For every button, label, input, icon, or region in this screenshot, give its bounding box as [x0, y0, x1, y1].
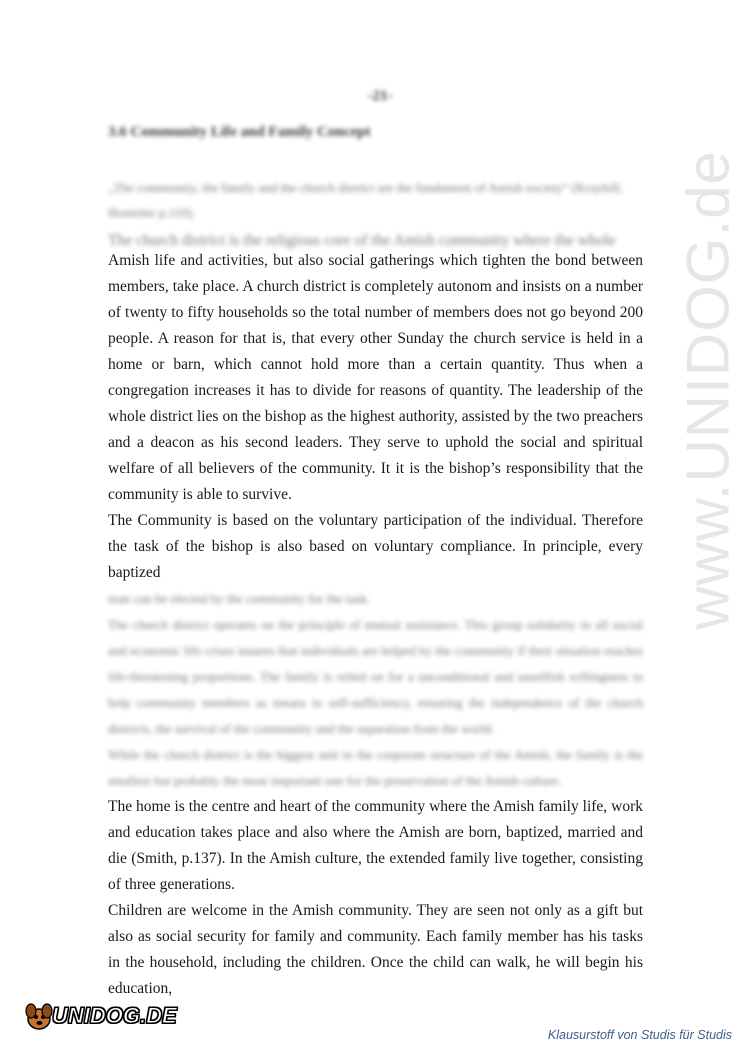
body-text: [108, 228, 643, 1002]
paragraph-children: Children are welcome in the Amish community. They are seen not only as a gift but also as social security for family and community. Each family member has his tasks in the household, including the children. Once the child can walk, he will begin his education,: [108, 902, 643, 997]
paragraph-home-centre: The home is the centre and heart of the community where the Amish family life, work and education takes place and also where the Amish are born, baptized, married and die (Smith, p.137). In the Amish culture, the extended family live together, consisting of three generations.: [108, 798, 643, 893]
paragraph-voluntary-participation: The Community is based on the voluntary participation of the individual. Therefore the task of the bishop is also based on voluntary compliance. In principle, every baptized: [108, 512, 643, 581]
watermark: www.UNIDOG.de: [674, 150, 742, 630]
footer-tagline: Klausurstoff von Studis für Studis: [547, 1028, 732, 1042]
paragraph-blurred-election: man can be elected by the community for the task.: [108, 591, 371, 606]
paragraph-blurred-family-unit: While the church district is the biggest unit in the corporate structure of the Amish, the family is the smallest but probably the most important one for the preservation of the Amish culture.: [108, 747, 643, 788]
paragraph-blurred-intro: The church district is the religious core of the Amish community where the whole: [108, 232, 616, 249]
section-heading: 3.6 Community Life and Family Concept: [108, 124, 371, 140]
dog-icon: [22, 999, 56, 1033]
footer-logo[interactable]: [22, 996, 177, 1036]
paragraph-church-district: Amish life and activities, but also social gatherings which tighten the bond between members, take place. A church district is completely autonom and insists on a number of twenty to fifty households so the total number of members does not go beyond 200 people. A reason for that is, that every other Sunday the church service is held in a home or barn, which cannot hold more than a certain quantity. Thus when a congregation increases it has to divide for reasons of quantity. The leadership of the whole district lies on the bishop as the highest authority, assisted by the two preachers and a deacon as his second leaders. They serve to uphold the social and spiritual welfare of all believers of the community. It it is the bishop’s responsibility that the community is able to survive.: [108, 252, 643, 503]
paragraph-blurred-mutual-assistance: The church district operates on the principle of mutual assistance. This group solidarity in all social and economic life crises insures that individuals are helped by the community if their situation reaches life-threatening proportions. The family is relied on for a unconditional and unselfish willingness to help community members as means to self-sufficiency, ensuring the independence of the church districts, the survival of the community and the separation from the world.: [108, 617, 643, 736]
quote-block: „The community, the family and the church district are the fundament of Amish society“ (Kraybill, Hostetler p.110).: [108, 180, 623, 220]
page-number: -21-: [367, 88, 393, 104]
logo-text: UNIDOG.DE: [52, 1003, 177, 1028]
